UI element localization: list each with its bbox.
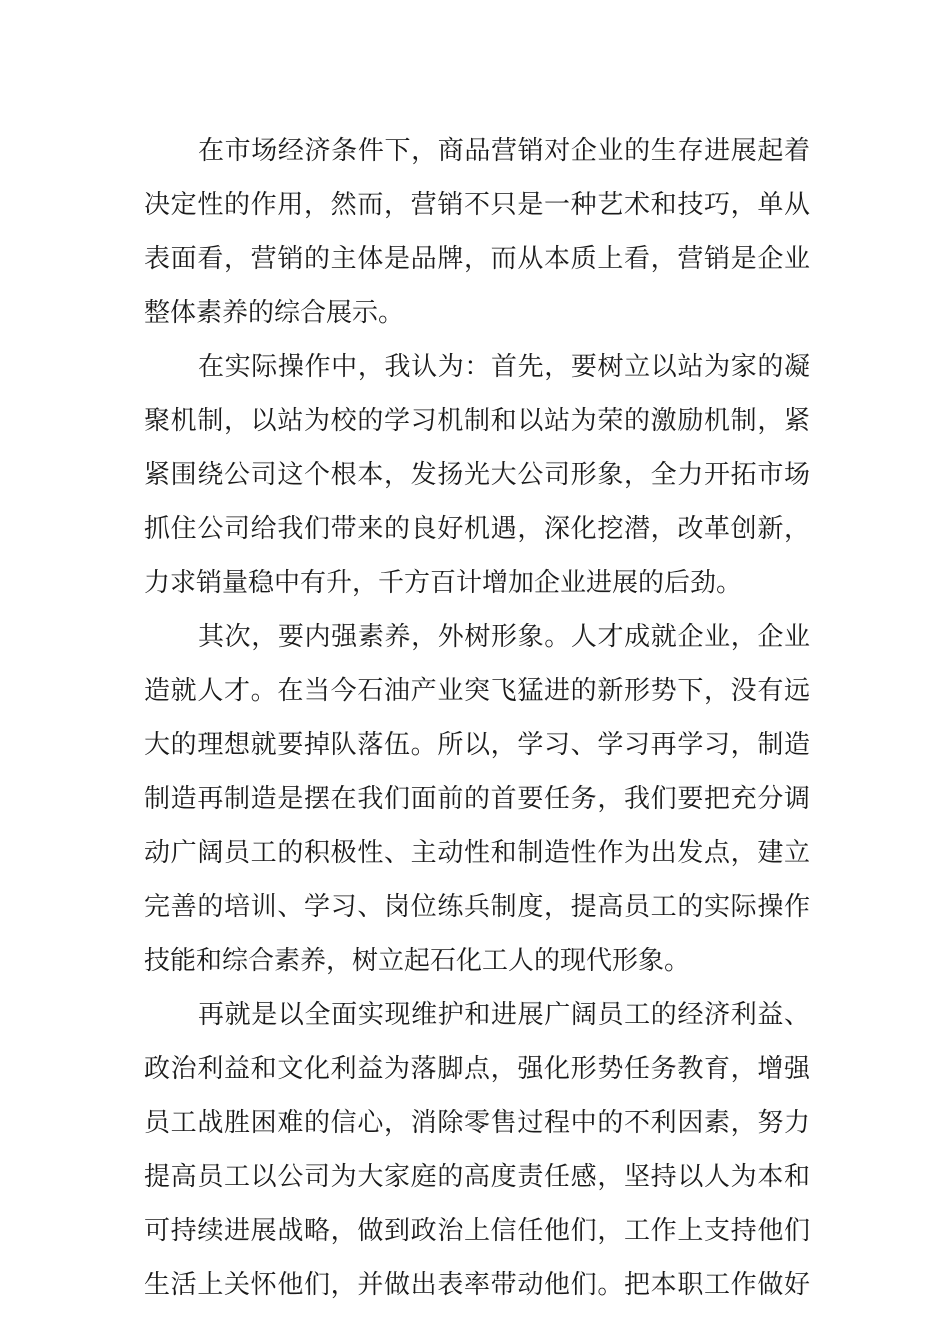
text-line: 表面看，营销的主体是品牌，而从本质上看，营销是企业 xyxy=(144,244,810,274)
paragraph-3 xyxy=(144,610,810,988)
text-line: 完善的培训、学习、岗位练兵制度，提高员工的实际操作 xyxy=(144,892,810,922)
text-line: 其次，要内强素养，外树形象。人才成就企业，企业 xyxy=(198,622,810,652)
text-line: 大的理想就要掉队落伍。所以，学习、学习再学习，制造 xyxy=(144,730,810,760)
paragraph-4 xyxy=(144,988,810,1312)
text-line: 生活上关怀他们，并做出表率带动他们。把本职工作做好 xyxy=(144,1270,810,1300)
text-line: 在市场经济条件下，商品营销对企业的生存进展起着 xyxy=(198,136,810,166)
text-line: 制造再制造是摆在我们面前的首要任务，我们要把充分调 xyxy=(144,784,810,814)
text-line: 动广阔员工的积极性、主动性和制造性作为出发点，建立 xyxy=(144,838,810,868)
text-line: 聚机制，以站为校的学习机制和以站为荣的激励机制，紧 xyxy=(144,406,810,436)
paragraph-2 xyxy=(144,340,810,610)
text-line: 政治利益和文化利益为落脚点，强化形势任务教育，增强 xyxy=(144,1054,810,1084)
text-line: 抓住公司给我们带来的良好机遇，深化挖潜，改革创新， xyxy=(144,514,810,544)
text-line: 提高员工以公司为大家庭的高度责任感，坚持以人为本和 xyxy=(144,1162,810,1192)
text-line: 技能和综合素养，树立起石化工人的现代形象。 xyxy=(144,946,691,976)
text-line: 紧围绕公司这个根本，发扬光大公司形象，全力开拓市场 xyxy=(144,460,810,490)
text-line: 在实际操作中，我认为：首先，要树立以站为家的凝 xyxy=(198,352,810,382)
paragraph-1 xyxy=(144,124,810,340)
text-line: 力求销量稳中有升，千方百计增加企业进展的后劲。 xyxy=(144,568,743,598)
text-line: 整体素养的综合展示。 xyxy=(144,298,405,328)
document-body xyxy=(144,124,810,1312)
text-line: 再就是以全面实现维护和进展广阔员工的经济利益、 xyxy=(198,1000,810,1030)
text-line: 员工战胜困难的信心，消除零售过程中的不利因素，努力 xyxy=(144,1108,810,1138)
text-line: 造就人才。在当今石油产业突飞猛进的新形势下，没有远 xyxy=(144,676,810,706)
text-line: 决定性的作用，然而，营销不只是一种艺术和技巧，单从 xyxy=(144,190,810,220)
text-line: 可持续进展战略，做到政治上信任他们，工作上支持他们 xyxy=(144,1216,810,1246)
